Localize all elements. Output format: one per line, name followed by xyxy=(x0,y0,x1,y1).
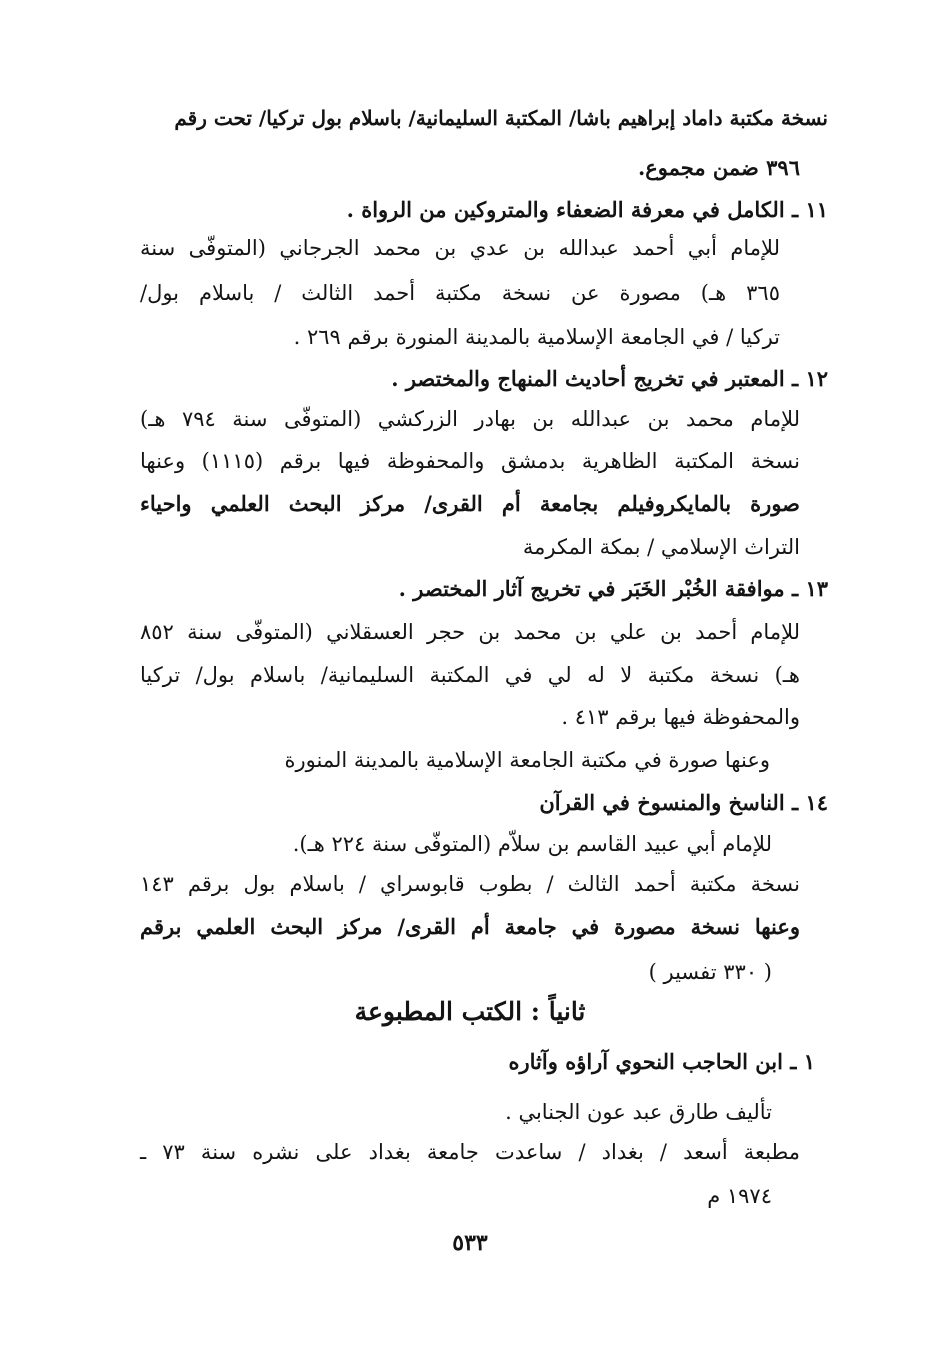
entry-13-line-4: وعنها صورة في مكتبة الجامعة الإسلامية بالمدينة المنورة xyxy=(284,748,770,772)
entry-13-line-2: هـ) نسخة مكتبة لا له لي في المكتبة السليمانية/ باسلام بول/ تركيا xyxy=(140,663,800,687)
entry-14-line-4: ( ٣٣٠ تفسير ) xyxy=(648,960,772,984)
printed-1-line-3: ١٩٧٤ م xyxy=(707,1184,772,1208)
entry-12-title: ١٢ ـ المعتبر في تخريج أحاديث المنهاج والمختصر . xyxy=(391,366,828,391)
entry-13-line-1: للإمام أحمد بن علي بن محمد بن حجر العسقلاني (المتوفّى سنة ٨٥٢ xyxy=(140,620,800,644)
entry-12-line-2: نسخة المكتبة الظاهرية بدمشق والمحفوظة فيها برقم (١١١٥) وعنها xyxy=(140,449,800,473)
entry-11-title: ١١ ـ الكامل في معرفة الضعفاء والمتروكين من الرواة . xyxy=(346,197,828,222)
entry-14-line-2: نسخة مكتبة أحمد الثالث / بطوب قابوسراي / باسلام بول برقم ١٤٣ xyxy=(140,872,800,896)
entry-14-title: ١٤ ـ الناسخ والمنسوخ في القرآن xyxy=(539,790,828,815)
entry-11-line-3: تركيا / في الجامعة الإسلامية بالمدينة المنورة برقم ٢٦٩ . xyxy=(293,325,780,349)
entry-12-line-1: للإمام محمد بن عبدالله بن بهادر الزركشي (المتوفّى سنة ٧٩٤ هـ) xyxy=(140,407,800,431)
printed-1-line-2: مطبعة أسعد / بغداد / ساعدت جامعة بغداد على نشره سنة ٧٣ ـ xyxy=(140,1140,800,1164)
page-number: ٥٣٣ xyxy=(452,1230,488,1256)
printed-1-line-1: تأليف طارق عبد عون الجنابي . xyxy=(505,1100,772,1124)
entry-14-line-1: للإمام أبي عبيد القاسم بن سلاّم (المتوفّى سنة ٢٢٤ هـ). xyxy=(292,832,772,856)
entry-11-line-1: للإمام أبي أحمد عبدالله بن عدي بن محمد الجرجاني (المتوفّى سنة xyxy=(140,236,780,260)
entry-13-line-3: والمحفوظة فيها برقم ٤١٣ . xyxy=(561,705,800,729)
entry-13-title: ١٣ ـ موافقة الخُبْر الخَبَر في تخريج آثار المختصر . xyxy=(398,576,828,601)
continuation-line-1: نسخة مكتبة داماد إبراهيم باشا/ المكتبة السليمانية/ باسلام بول تركيا/ تحت رقم xyxy=(174,106,828,130)
entry-14-line-3: وعنها نسخة مصورة في جامعة أم القرى/ مركز البحث العلمي برقم xyxy=(140,914,800,939)
section-heading: ثانياً : الكتب المطبوعة xyxy=(354,997,586,1026)
continuation-line-2: ٣٩٦ ضمن مجموع. xyxy=(637,155,800,180)
printed-1-title: ١ ـ ابن الحاجب النحوي آراؤه وآثاره xyxy=(508,1049,815,1074)
entry-12-line-3: صورة بالمايكروفيلم بجامعة أم القرى/ مركز البحث العلمي واحياء xyxy=(140,491,800,516)
entry-11-line-2: ٣٦٥ هـ) مصورة عن نسخة مكتبة أحمد الثالث / باسلام بول/ xyxy=(140,281,780,305)
entry-12-line-4: التراث الإسلامي / بمكة المكرمة xyxy=(522,535,800,559)
